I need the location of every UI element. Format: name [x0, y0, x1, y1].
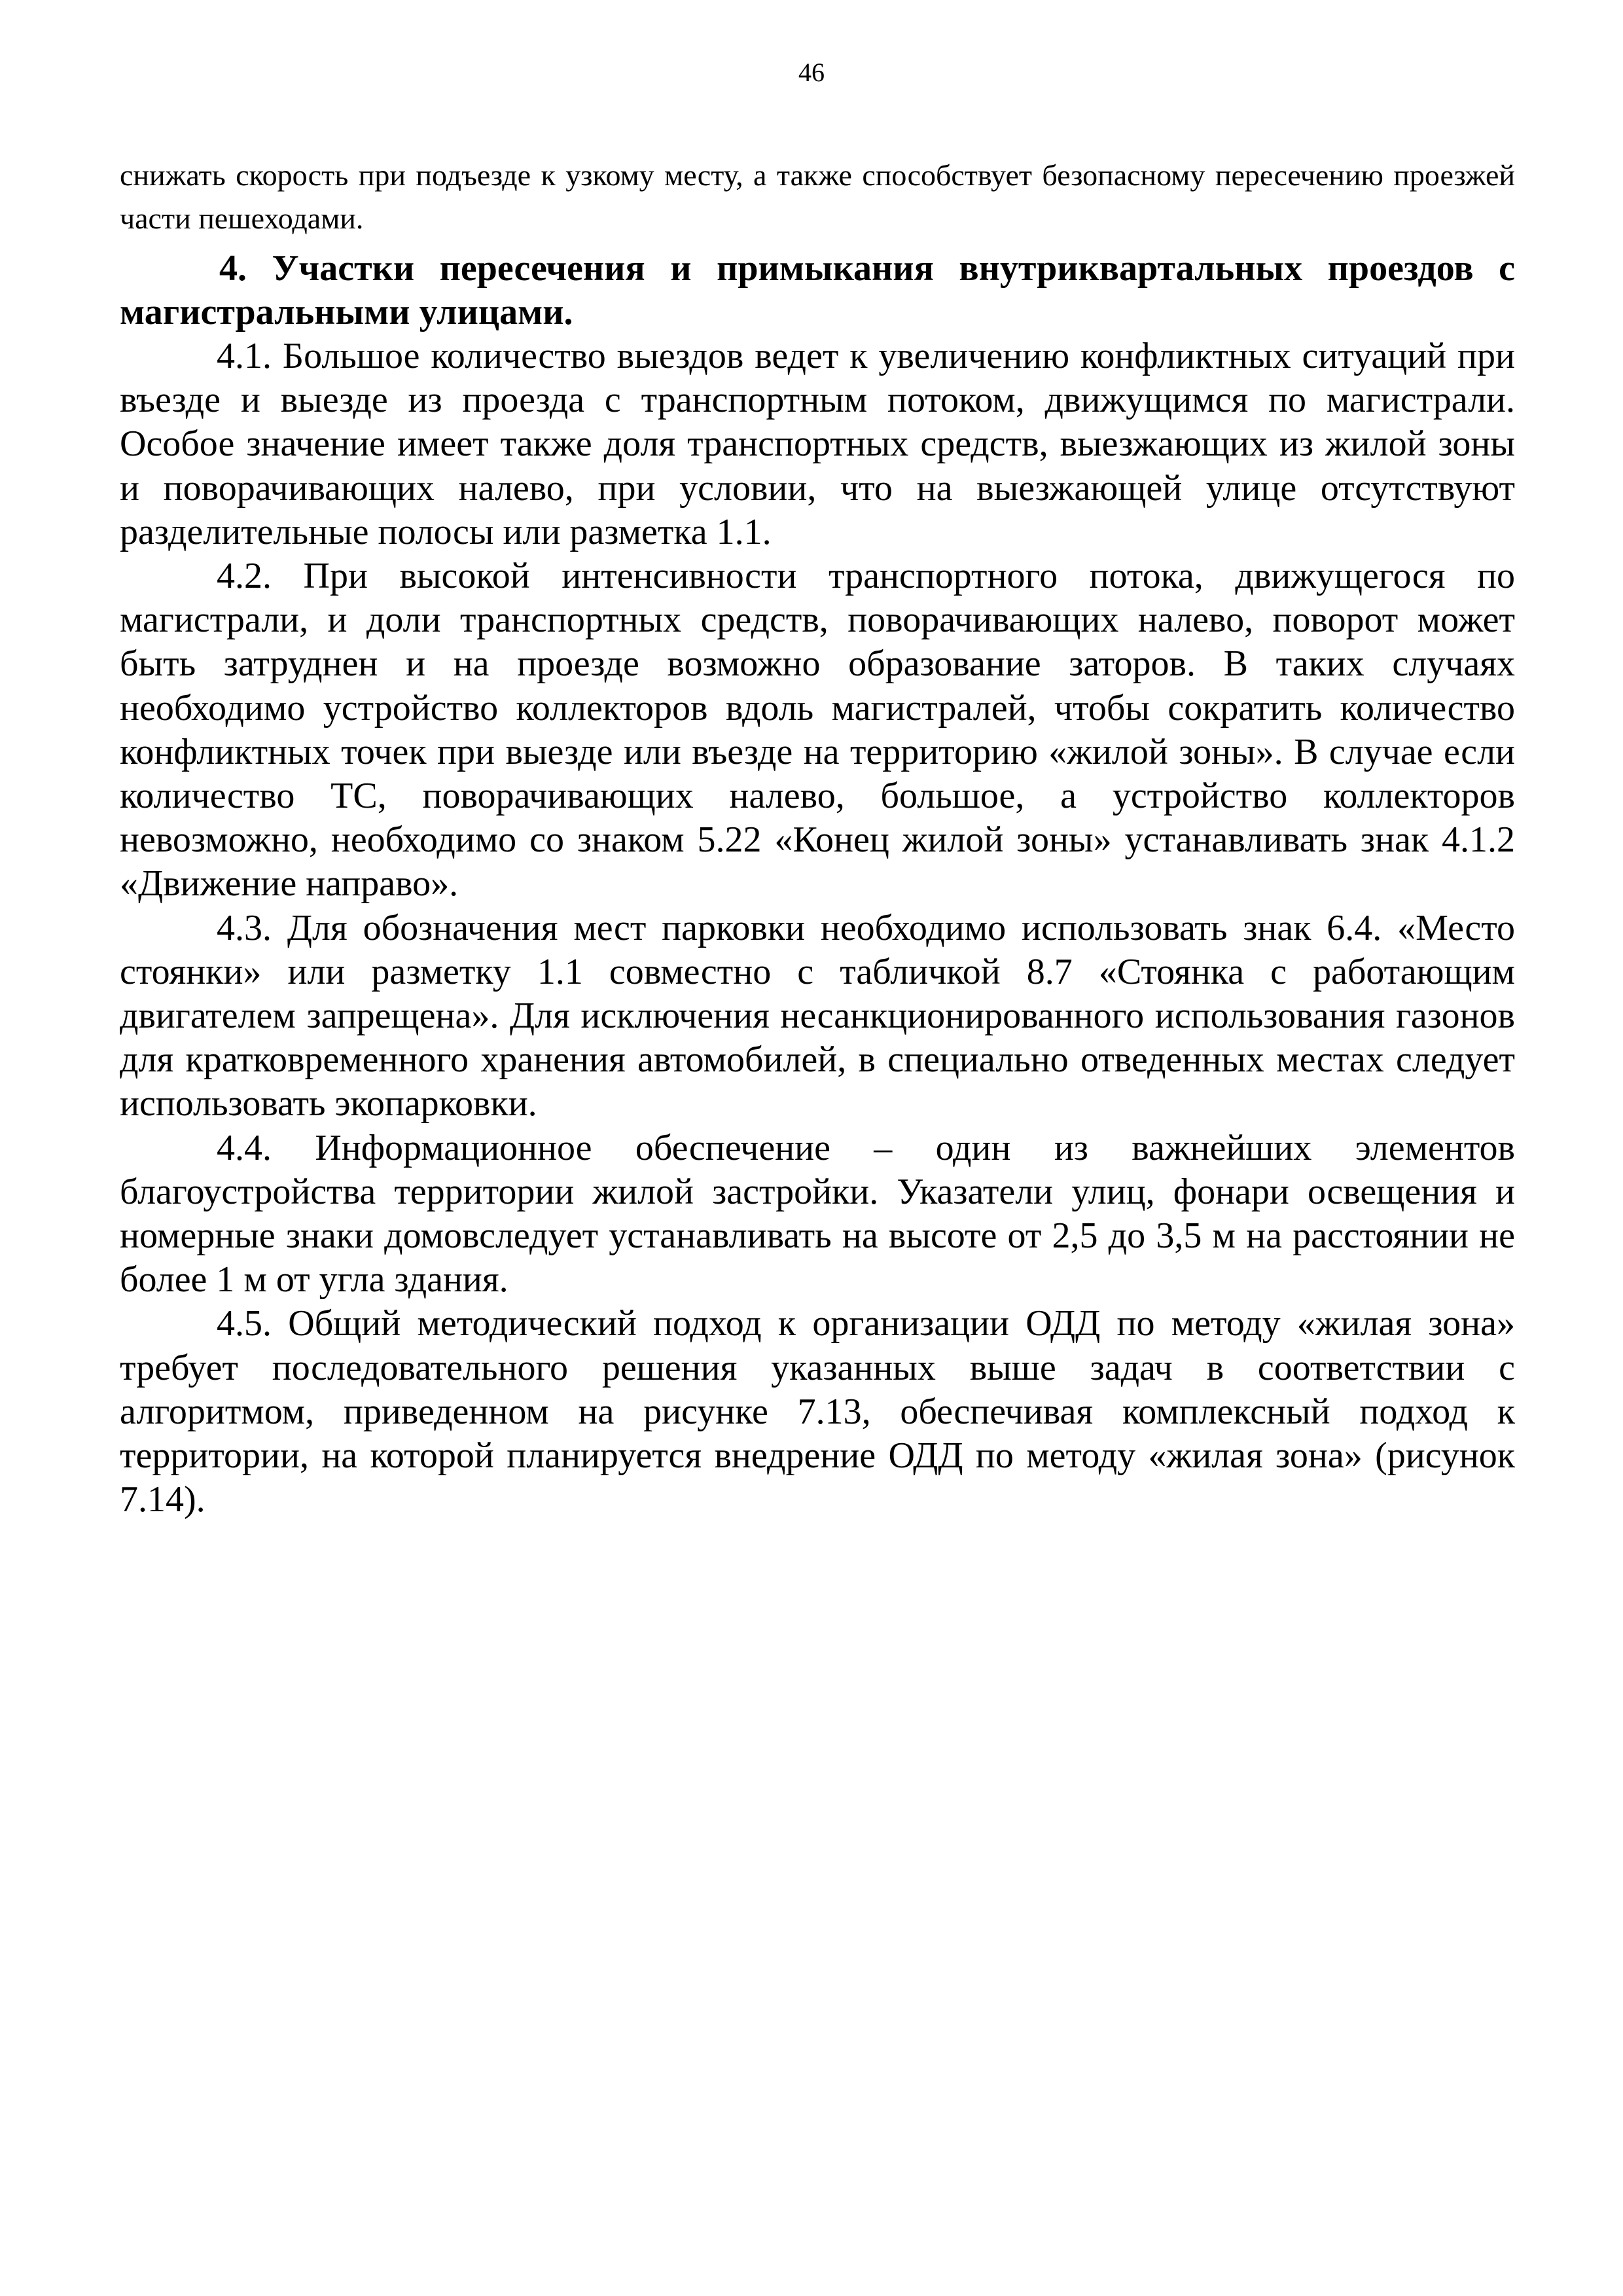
- page-number: 46: [798, 58, 825, 87]
- paragraph-4-3: 4.3. Для обозначения мест парковки необходимо использовать знак 6.4. «Место стоянки» или разметку 1.1 совместно с табличкой 8.7 «Стоянка с работающим двигателем запрещена». Для исключения несанкционированного использования газонов для кратковременного хранения автомобилей, в специально отведенных местах следует использовать экопарковки.: [120, 907, 1515, 1124]
- page-body: [120, 154, 1515, 1522]
- continuation-paragraph: снижать скорость при подъезде к узкому месту, а также способствует безопасному пересечению проезжей части пешеходами.: [120, 158, 1515, 235]
- paragraph-4-2: 4.2. При высокой интенсивности транспортного потока, движущегося по магистрали, и доли транспортных средств, поворачивающих налево, поворот может быть затруднен и на проезде возможно образование заторов. В таких случаях необходимо устройство коллекторов вдоль магистралей, чтобы сократить количество конфликтных точек при выезде или въезде на территорию «жилой зоны». В случае если количество ТС, поворачивающих налево, большое, а устройство коллекторов невозможно, необходимо со знаком 5.22 «Конец жилой зоны» устанавливать знак 4.1.2 «Движение направо».: [120, 556, 1515, 905]
- paragraph-4-5: 4.5. Общий методический подход к организации ОДД по методу «жилая зона» требует последовательного решения указанных выше задач в соответствии с алгоритмом, приведенном на рисунке 7.13, обеспечивая комплексный подход к территории, на которой планируется внедрение ОДД по методу «жилая зона» (рисунок 7.14).: [120, 1303, 1515, 1520]
- section-heading: 4. Участки пересечения и примыкания внутриквартальных проездов с магистральными улицами.: [120, 248, 1515, 332]
- paragraph-4-1: 4.1. Большое количество выездов ведет к увеличению конфликтных ситуаций при въезде и выезде из проезда с транспортным потоком, движущимся по магистрали. Особое значение имеет также доля транспортных средств, выезжающих из жилой зоны и поворачивающих налево, при условии, что на выезжающей улице отсутствуют разделительные полосы или разметка 1.1.: [120, 336, 1515, 552]
- paragraph-4-4: 4.4. Информационное обеспечение – один из важнейших элементов благоустройства территории жилой застройки. Указатели улиц, фонари освещения и номерные знаки домовследует устанавливать на высоте от 2,5 до 3,5 м на расстоянии не более 1 м от угла здания.: [120, 1127, 1515, 1300]
